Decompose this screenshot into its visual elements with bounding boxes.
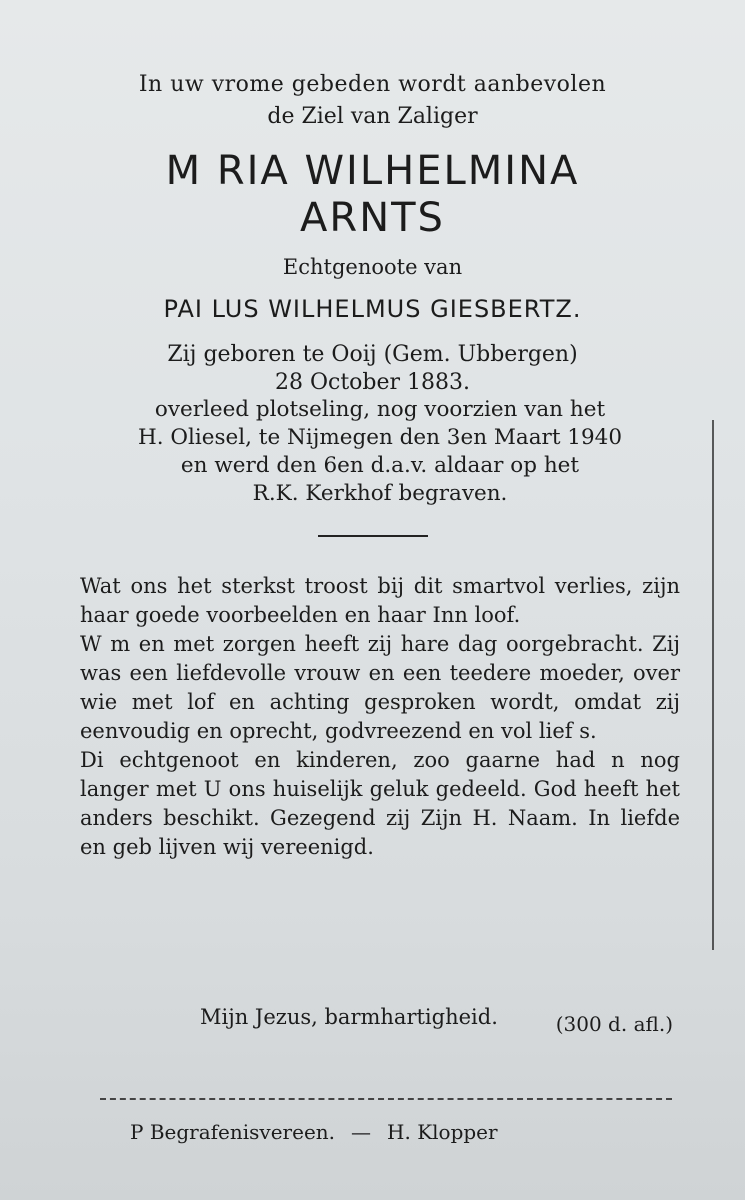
death-line: en werd den 6en d.a.v. aldaar op het	[180, 453, 580, 478]
memorial-paragraph: Wat ons het sterkst troost bij dit smartvol verlies, zijn haar goede voorbeelden en haar Inn loof.	[80, 574, 680, 627]
footer-rule	[100, 1098, 672, 1100]
memorial-paragraph: Di echtgenoot en kinderen, zoo gaarne had n nog langer met U ons huiselijk geluk gedeeld. God heeft het anders beschikt. Gezegend zij Zijn H. Naam. In liefde en geb lijven wij vereenigd.	[80, 748, 680, 859]
death-line: H. Oliesel, te Nijmegen den 3en Maart 1940	[137, 425, 623, 450]
printer-footer	[130, 1120, 498, 1144]
prayer-line: Mijn Jezus, barmhartigheid.	[200, 1005, 498, 1029]
funeral-society: P Begrafenisvereen.	[130, 1120, 336, 1144]
divider	[318, 535, 428, 537]
card-edge-line	[712, 420, 714, 950]
printer-name: H. Klopper	[387, 1120, 498, 1144]
birth-place: Zij geboren te Ooij (Gem. Ubbergen)	[167, 342, 578, 367]
spouse-name: PAI LUS WILHELMUS GIESBERTZ.	[163, 295, 582, 323]
intro-line-2: de Ziel van Zaliger	[267, 104, 478, 129]
memorial-paragraph: W m en met zorgen heeft zij hare dag oorgebracht. Zij was een liefdevolle vrouw en een teedere moeder, over wie met lof en achting gesproken wordt, omdat zij eenvoudig en oprecht, godvreezend en vol lief s.	[80, 632, 680, 743]
intro-line: In uw vrome gebeden wordt aanbevolen	[138, 72, 607, 97]
deceased-surname: ARNTS	[300, 195, 445, 241]
death-line: overleed plotseling, nog voorzien van het	[154, 397, 606, 422]
footer-separator: —	[351, 1120, 372, 1144]
birth-date: 28 October 1883.	[274, 370, 471, 395]
indulgence-note: (300 d. afl.)	[555, 1012, 673, 1036]
death-line: R.K. Kerkhof begraven.	[252, 481, 508, 506]
deceased-given-names: M RIA WILHELMINA	[165, 148, 580, 194]
death-details	[60, 396, 700, 508]
spouse-label: Echtgenoote van	[282, 255, 463, 279]
memorial-text	[80, 572, 680, 862]
